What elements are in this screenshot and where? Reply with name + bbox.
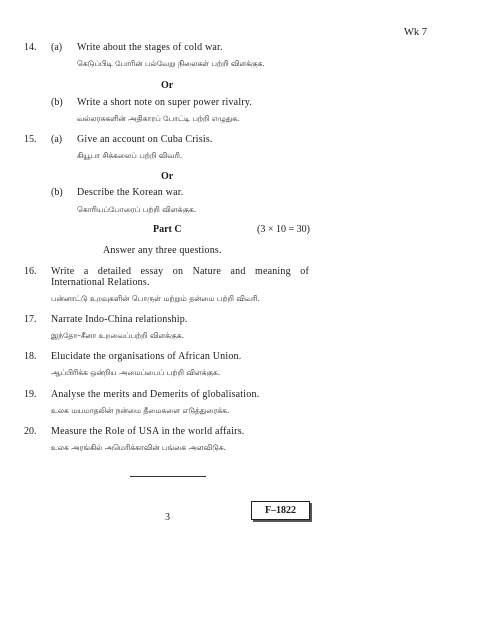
part-c-title: Part C — [153, 224, 182, 235]
question-15b-label: (b) — [51, 187, 63, 198]
part-c-instruction: Answer any three questions. — [103, 245, 222, 256]
question-17-number: 17. — [24, 314, 37, 325]
question-14b-label: (b) — [51, 97, 63, 108]
question-14-number: 14. — [24, 42, 37, 53]
question-15a-label: (a) — [51, 134, 63, 145]
question-14-or: Or — [161, 80, 174, 91]
question-16-english: Write a detailed essay on Nature and meaning of International Relations. — [51, 266, 309, 288]
question-15a-tamil: கியூபா சிக்கலைப் பற்றி விவரி. — [77, 151, 183, 160]
question-19-number: 19. — [24, 389, 37, 400]
question-14b-english: Write a short note on super power rivalry. — [77, 97, 253, 108]
question-15b-tamil: கொரியப்போரைப் பற்றி விளக்குக. — [77, 205, 197, 214]
question-16-number: 16. — [24, 266, 37, 277]
question-20-english: Measure the Role of USA in the world affairs. — [51, 426, 245, 437]
question-19-english: Analyse the merits and Demerits of globalisation. — [51, 389, 260, 400]
question-17-english: Narrate Indo-China relationship. — [51, 314, 188, 325]
end-divider-line — [130, 476, 206, 477]
page-number: 3 — [165, 512, 170, 523]
question-14a-english: Write about the stages of cold war. — [77, 42, 223, 53]
question-17-tamil: இந்தோ–சீனா உறவைப்பற்றி விளக்குக. — [51, 331, 184, 340]
question-19-tamil: உலக மயமாதலின் நன்மை தீமைகளை எடுத்துரைக்க. — [51, 406, 230, 415]
paper-code-box: F–1822 — [251, 501, 310, 520]
question-14a-label: (a) — [51, 42, 63, 53]
header-code: Wk 7 — [404, 27, 428, 38]
question-15a-english: Give an account on Cuba Crisis. — [77, 134, 213, 145]
question-16-tamil: பன்னாட்டு உறவுகளின் பொருள் மற்றும் தன்மை பற்றி விவரி. — [51, 294, 260, 303]
question-15-number: 15. — [24, 134, 37, 145]
question-14b-tamil: வல்லரசுகளின் அதிகாரப் போட்டி பற்றி எழுதுக. — [77, 114, 240, 123]
question-20-number: 20. — [24, 426, 37, 437]
question-18-english: Elucidate the organisations of African Union. — [51, 351, 242, 362]
question-15-or: Or — [161, 171, 174, 182]
question-15b-english: Describe the Korean war. — [77, 187, 184, 198]
question-20-tamil: உலக அரங்கில் அமெரிக்காவின் பங்கை அளவிடுக. — [51, 443, 226, 452]
question-18-tamil: ஆப்பிரிக்க ஒன்றிய அமைப்பைப் பற்றி விளக்குக. — [51, 368, 221, 377]
question-14a-tamil: கெடுப்பிடி போரின் பல்வேறு நிலைகள் பற்றி விளக்குக. — [77, 59, 265, 68]
part-c-marks: (3 × 10 = 30) — [257, 224, 310, 235]
question-18-number: 18. — [24, 351, 37, 362]
